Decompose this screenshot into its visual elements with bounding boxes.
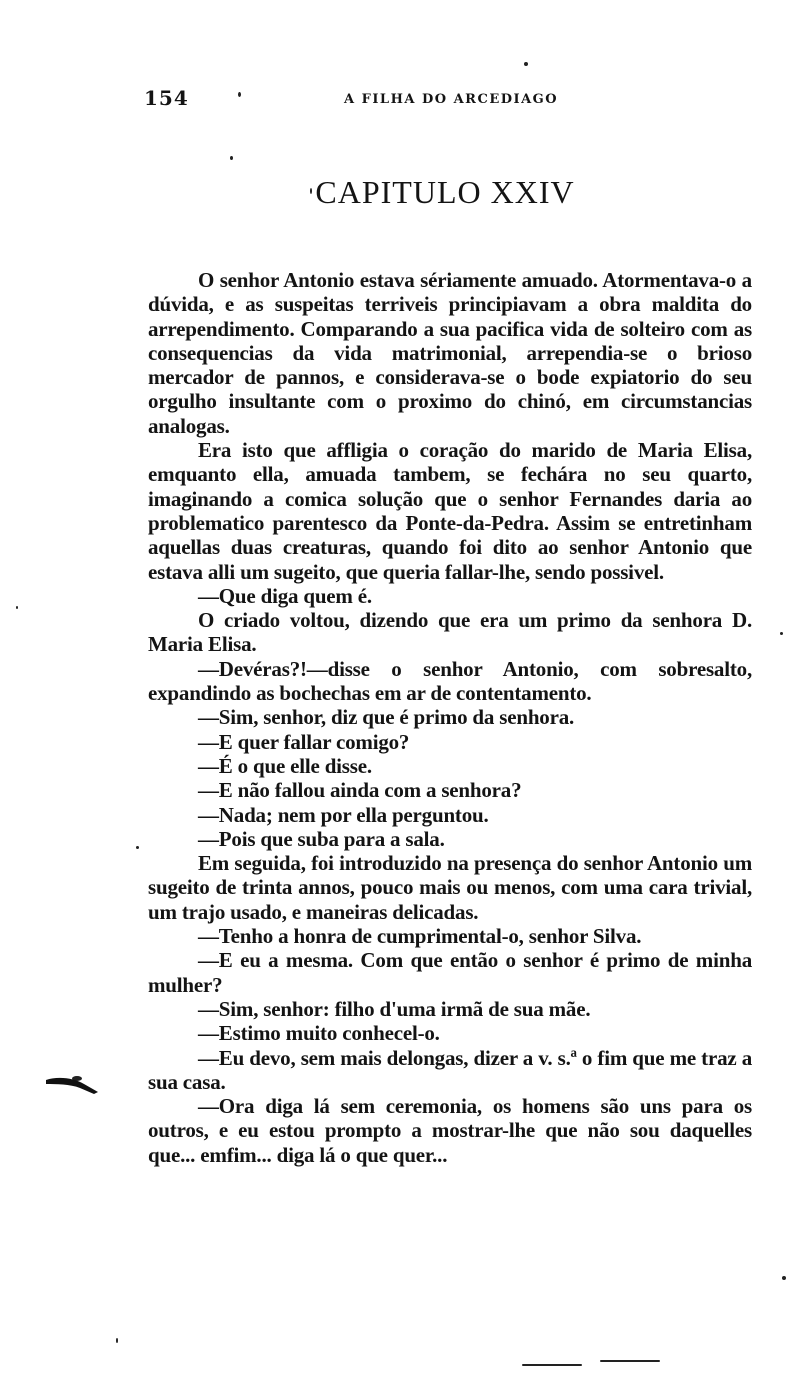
speck	[782, 1276, 786, 1280]
dialogue-line: —Devéras?!—disse o senhor Antonio, com sobresalto, expandindo as bochechas em ar de contentamento.	[148, 656, 752, 706]
dialogue-line: —Ora diga lá sem ceremonia, os homens são uns para os outros, e eu estou prompto a mostrar-lhe que não sou daquelles que... emfim... diga lá o que quer...	[148, 1094, 752, 1167]
dialogue-line: —Eu devo, sem mais delongas, dizer a v. s.ª o fim que me traz a sua casa.	[148, 1045, 752, 1094]
dialogue-line: —Que diga quem é.	[198, 583, 372, 608]
speck	[116, 1338, 118, 1343]
dialogue-line: —E não fallou ainda com a senhora?	[198, 778, 522, 803]
dialogue-line: —Nada; nem por ella perguntou.	[198, 802, 489, 827]
body-text	[148, 268, 752, 1167]
speck	[310, 188, 312, 194]
paragraph: Era isto que affligia o coração do marido de Maria Elisa, emquanto ella, amuada tambem, se fechára no seu quarto, imaginando a comica solução que o senhor Fernandes daria ao problematico parentesco da Ponte-da-Pedra. Assim se entretinham aquellas duas creaturas, quando foi dito ao senhor Antonio que estava alli um sugeito, que queria fallar-lhe, sendo possivel.	[148, 438, 752, 584]
dialogue-line: —Sim, senhor, diz que é primo da senhora.	[198, 705, 575, 730]
dialogue-line: —E eu a mesma. Com que então o senhor é primo de minha mulher?	[148, 948, 752, 997]
dialogue-line: —Tenho a honra de cumprimental-o, senhor Silva.	[198, 924, 642, 949]
paragraph: Em seguida, foi introduzido na presença do senhor Antonio um sugeito de trinta annos, pouco mais ou menos, com uma cara trivial, um trajo usado, e maneiras delicadas.	[148, 851, 752, 924]
dialogue-line: —Pois que suba para a sala.	[198, 826, 445, 851]
page-number: 154	[144, 86, 189, 110]
speck	[522, 1364, 582, 1366]
chapter-title: CAPITULO XXIV	[315, 174, 575, 210]
dialogue-line: —É o que elle disse.	[198, 753, 372, 778]
dialogue-line: —Estimo muito conhecel-o.	[198, 1021, 440, 1046]
speck	[600, 1360, 660, 1362]
page-header	[144, 86, 764, 114]
speck	[780, 632, 783, 635]
speck	[524, 62, 528, 66]
dialogue-line: —Sim, senhor: filho d'uma irmã de sua mãe.	[198, 996, 591, 1021]
speck	[230, 156, 233, 160]
speck	[238, 92, 241, 97]
running-title: A FILHA DO ARCEDIAGO	[344, 92, 559, 107]
ink-streak	[44, 1072, 100, 1094]
paragraph: O criado voltou, dizendo que era um primo da senhora D. Maria Elisa.	[148, 608, 752, 657]
speck	[136, 846, 139, 849]
speck	[16, 606, 18, 609]
dialogue-line: —E quer fallar comigo?	[198, 729, 410, 754]
paragraph: O senhor Antonio estava sériamente amuado. Atormentava-o a dúvida, e as suspeitas terriveis principiavam a obra maldita do arrependimento. Comparando a sua pacifica vida de solteiro com as consequencias da vida matrimonial, arrependia-se o brioso mercador de pannos, e considerava-se o bode expiatorio do seu orgulho insultante com o proximo do chinó, em circumstancias analogas.	[148, 268, 752, 438]
